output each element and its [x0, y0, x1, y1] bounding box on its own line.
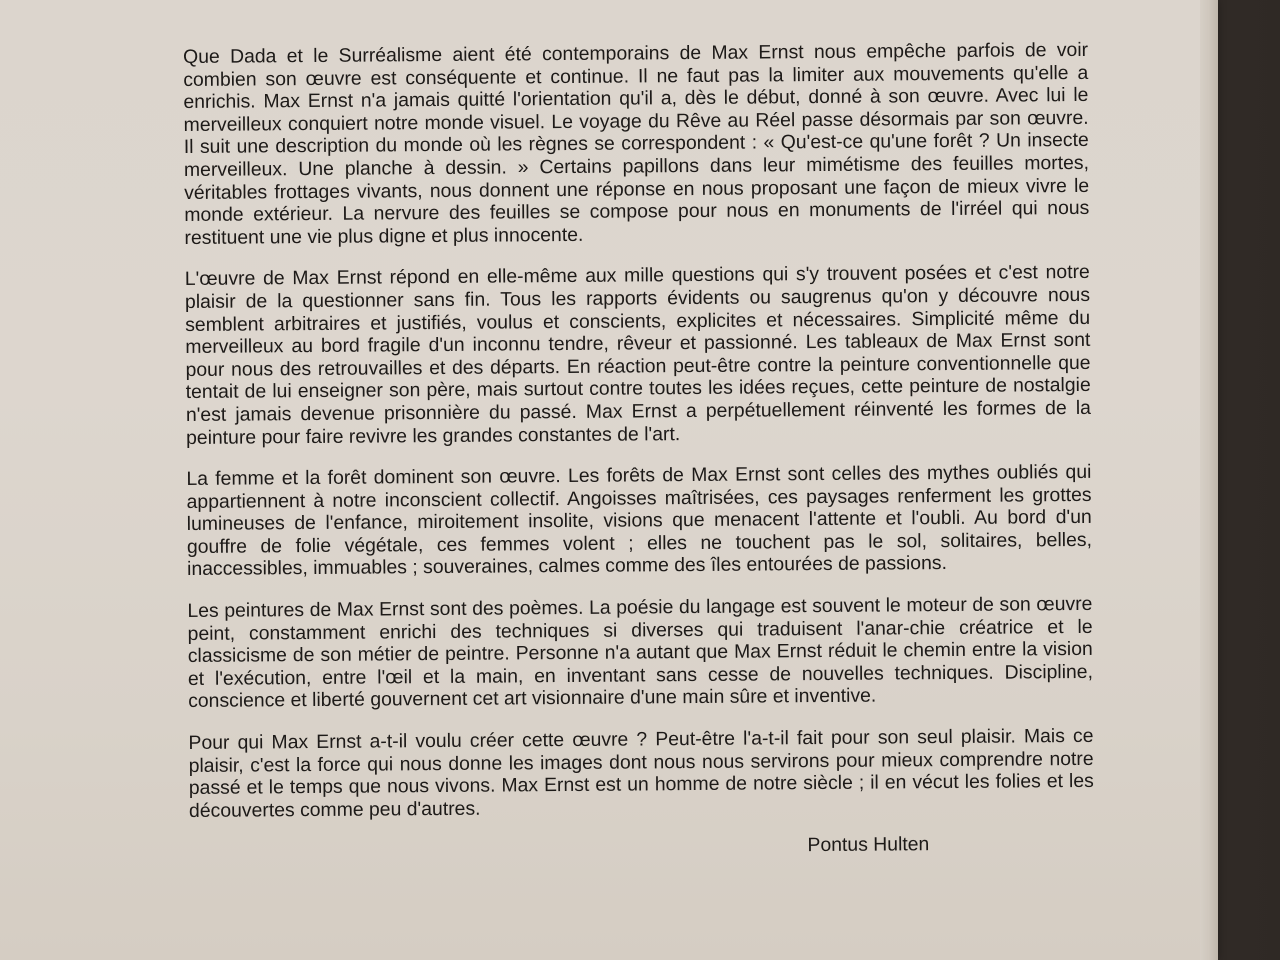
article-text [183, 39, 1094, 862]
paragraph-5: Pour qui Max Ernst a-t-il voulu créer cette œuvre ? Peut-être l'a-t-il fait pour son seul plaisir. Mais ce plaisir, c'est la force qui nous donne les images dont nous nous servirons pour mieux comprendre notre passé et le temps que nous vivons. Max Ernst est un homme de notre siècle ; il en vécut les folies et les découvertes comme peu d'autres. [188, 724, 1094, 822]
paragraph-3: La femme et la forêt dominent son œuvre. Les forêts de Max Ernst sont celles des mythes oubliés qui appartiennent à notre inconscient collectif. Angoisses maîtrisées, ces paysages renferment les grottes lumineuses de l'enfance, miroitement insolite, visions que menacent l'attente et l'oubli. Au bord d'un gouffre de folie végétale, ces femmes volent ; elles ne touchent pas le sol, solitaires, belles, inaccessibles, immuables ; souveraines, calmes comme des îles entourées de passions. [186, 460, 1092, 581]
paragraph-4: Les peintures de Max Ernst sont des poèmes. La poésie du langage est souvent le moteur de son œuvre peint, constamment enrichi des techniques si diverses qui traduisent l'anar-chie créatrice et le classicisme de son métier de peintre. Personne n'a autant que Max Ernst réduit le chemin entre la vision et l'exécution, entre l'œil et la main, en inventant sans cesse de nouvelles techniques. Discipline, conscience et liberté gouvernent cet art visionnaire d'une main sûre et inventive. [187, 592, 1094, 713]
paragraph-1: Que Dada et le Surréalisme aient été contemporains de Max Ernst nous empêche parfois de voir combien son œuvre est conséquente et continue. Il ne faut pas la limiter aux mouvements qu'elle a enrichis. Max Ernst n'a jamais quitté l'orientation qu'il a, dès le début, donné à son œuvre. Avec lui le merveilleux conquiert notre monde visuel. Le voyage du Rêve au Réel passe désormais par son œuvre. Il suit une description du monde où les règnes se correspondent : « Qu'est-ce qu'une forêt ? Un insecte merveilleux. Une planche à dessin. » Certains papillons dans leur mimétisme des feuilles mortes, véritables frottages vivants, nous donnent une réponse en nous proposant une façon de mieux vivre le monde extérieur. La nervure des feuilles se compose pour nous en monuments de l'irréel qui nous restituent une vie plus digne et plus innocente. [183, 38, 1090, 249]
author-signature: Pontus Hulten [807, 833, 930, 857]
paragraph-2: L'œuvre de Max Ernst répond en elle-même aux mille questions qui s'y trouvent posées et c'est notre plaisir de la questionner sans fin. Tous les rapports évidents ou saugrenus qu'on y découvre nous semblent arbitraires et justifiés, voulus et conscients, explicites et nécessaires. Simplicité même du merveilleux au bord fragile d'un inconnu tendre, rêveur et passionné. Les tableaux de Max Ernst sont pour nous des retrouvailles et des départs. En réaction peut-être contre la peinture conventionnelle que tentait de lui enseigner son père, mais surtout contre toutes les idées reçues, cette peinture de nostalgie n'est jamais devenue prisonnière du passé. Max Ernst a perpétuellement réinventé les formes de la peinture pour faire revivre les grandes constantes de l'art. [184, 261, 1091, 449]
page-edge [1200, 0, 1218, 960]
